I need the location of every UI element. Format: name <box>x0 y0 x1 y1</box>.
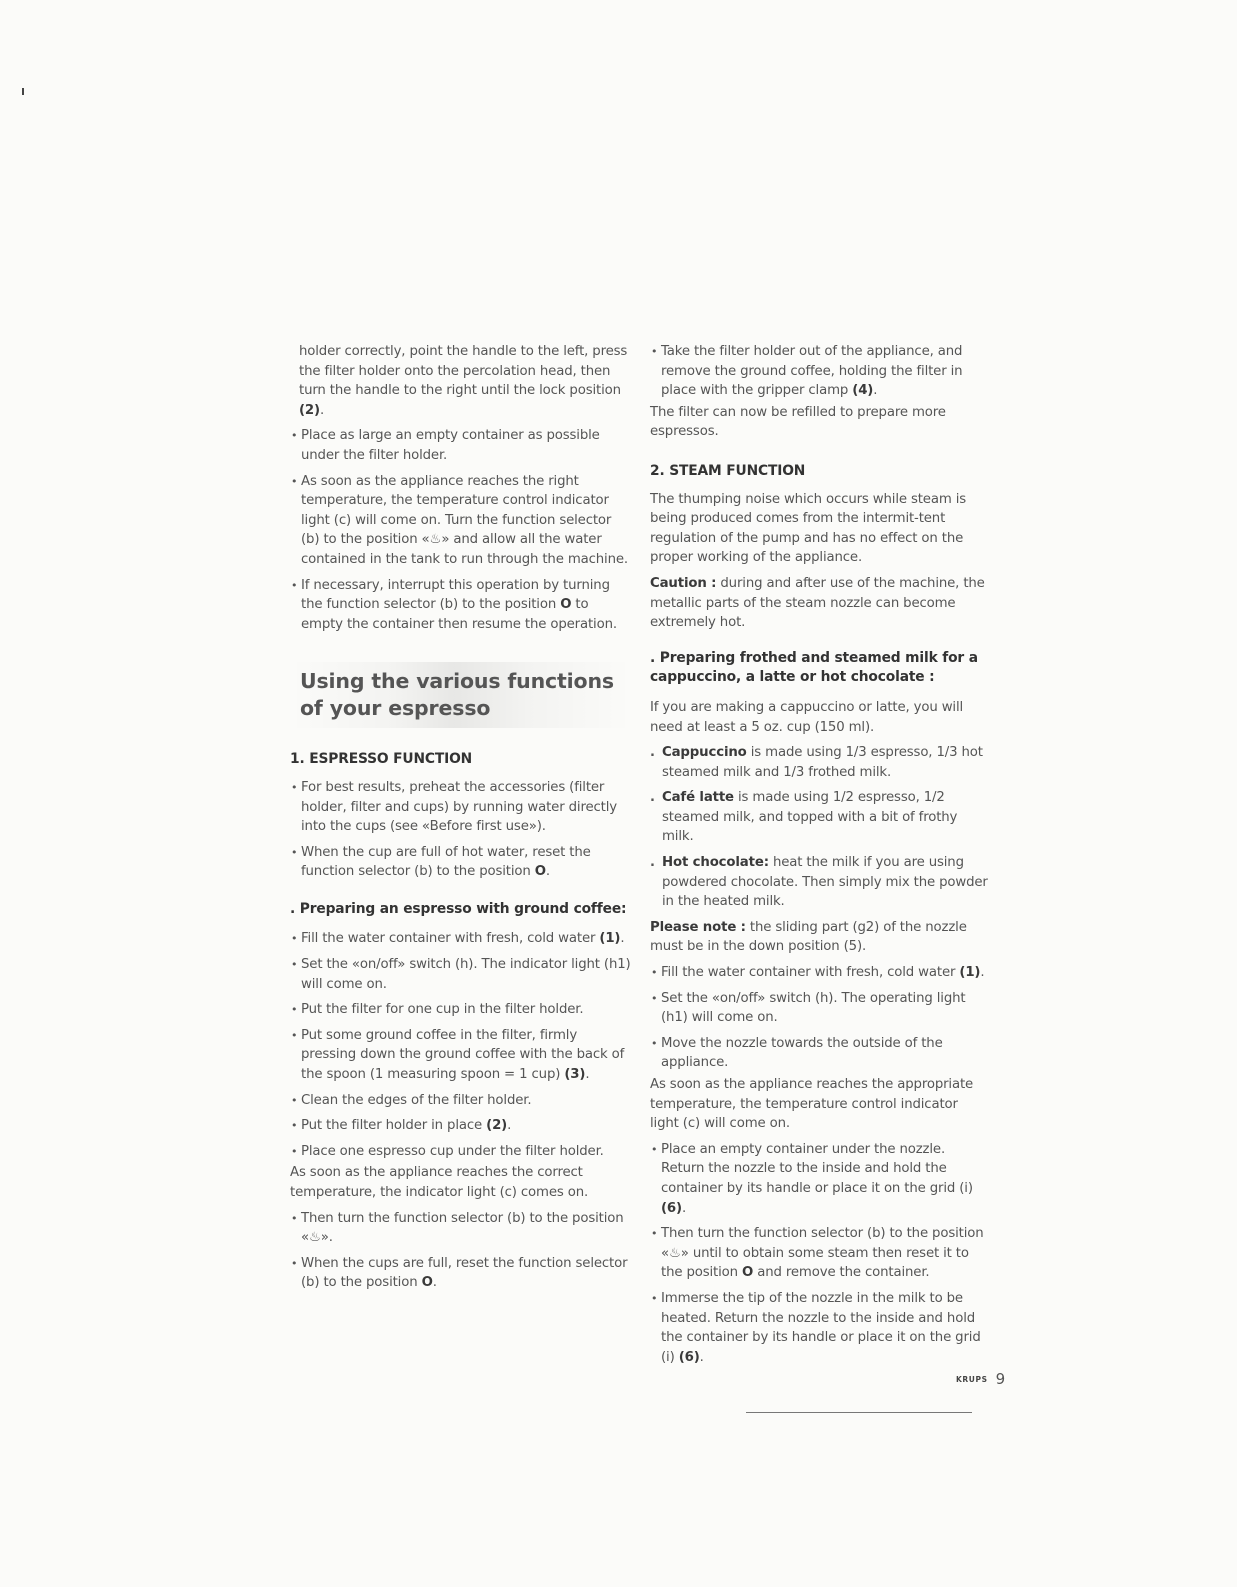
note-paragraph: Please note : the sliding part (g2) of the nozzle must be in the down position (5). <box>650 919 967 955</box>
bullet-icon: • <box>291 1003 298 1017</box>
list-item: • When the cups are full, reset the function selector (b) to the position O. <box>291 1255 628 1291</box>
list-item: • Place an empty container under the nozzle. Return the nozzle to the inside and hold the container by its handle or place it on the grid (i) (6). <box>651 1141 973 1216</box>
list-item: • Immerse the tip of the nozzle in the milk to be heated. Return the nozzle to the inside and hold the container by its handle or place it on the grid (i) (6). <box>651 1290 981 1365</box>
list-item: • Then turn the function selector (b) to the position «♨». <box>291 1210 624 1246</box>
bullet-icon: • <box>651 1036 658 1050</box>
body-paragraph: The thumping noise which occurs while steam is being produced comes from the intermit-tent regulation of the pump and has no effect on the proper working of the appliance. <box>650 491 967 566</box>
footer-rule <box>746 1412 972 1413</box>
list-item: • Set the «on/off» switch (h). The operating light (h1) will come on. <box>651 990 966 1026</box>
bullet-icon: • <box>291 932 298 946</box>
list-item: • Move the nozzle towards the outside of the appliance. <box>651 1035 943 1071</box>
caution-paragraph: Caution : during and after use of the machine, the metallic parts of the steam nozzle can become extremely hot. <box>650 575 985 631</box>
bullet-icon: • <box>291 429 298 443</box>
right-column <box>650 342 990 1373</box>
page-number: 9 <box>995 1370 1006 1388</box>
list-item: . Café latte is made using 1/2 espresso, 1/2 steamed milk, and topped with a bit of frothy milk. <box>650 790 958 845</box>
intro-paragraph: holder correctly, point the handle to the left, press the filter holder onto the percolation head, then turn the handle to the right until the lock position (2). <box>299 344 628 418</box>
list-item: • Place one espresso cup under the filter holder. <box>290 1142 632 1162</box>
list-item: • Clean the edges of the filter holder. <box>290 1091 632 1111</box>
list-item: • Take the filter holder out of the appliance, and remove the ground coffee, holding the filter in place with the gripper clamp (4). <box>651 344 963 399</box>
espresso-function-heading: 1. ESPRESSO FUNCTION <box>290 751 473 768</box>
list-item: • Set the «on/off» switch (h). The indicator light (h1) will come on. <box>291 957 631 992</box>
bullet-icon: • <box>291 578 298 592</box>
bullet-icon: • <box>651 345 658 358</box>
left-column <box>290 342 632 1299</box>
steam-function-heading: 2. STEAM FUNCTION <box>650 462 806 479</box>
list-item: . Hot chocolate: heat the milk if you are using powdered chocolate. Then simply mix the powder in the heated milk. <box>650 855 988 910</box>
bullet-icon: • <box>291 958 298 972</box>
bullet-icon: • <box>291 1093 298 1107</box>
bullet-icon: • <box>291 474 298 488</box>
dot-marker: . <box>650 745 655 761</box>
brand-name: KRUPS <box>956 1375 988 1384</box>
body-paragraph: The filter can now be refilled to prepare more espressos. <box>650 404 946 440</box>
list-item: • Place as large an empty container as possible under the filter holder. <box>291 428 600 463</box>
list-item: • If necessary, interrupt this operation by turning the function selector (b) to the position O to empty the container then resume the operation. <box>291 577 617 632</box>
bullet-icon: • <box>291 845 298 859</box>
dot-marker: . <box>650 855 655 871</box>
list-item: • For best results, preheat the accessories (filter holder, filter and cups) by running water directly into the cups (see «Before first use»). <box>291 779 617 835</box>
body-paragraph: If you are making a cappuccino or latte, you will need at least a 5 oz. cup (150 ml). <box>650 699 964 735</box>
ground-coffee-heading: . Preparing an espresso with ground coffee: <box>290 900 627 917</box>
list-item: . Cappuccino is made using 1/3 espresso, 1/3 hot steamed milk and 1/3 frothed milk. <box>650 745 983 780</box>
bullet-icon: • <box>651 1291 658 1305</box>
dot-marker: . <box>650 790 655 806</box>
bullet-icon: • <box>651 1142 658 1156</box>
bullet-icon: • <box>651 1227 658 1241</box>
list-item: • Then turn the function selector (b) to the position «♨» until to obtain some steam then reset it to the position O and remove the container. <box>651 1226 984 1281</box>
list-item: • As soon as the appliance reaches the right temperature, the temperature control indicator light (c) will come on. Turn the function selector (b) to the position «♨» and allow all the water contained in the tank to run through the machine. <box>291 473 628 567</box>
list-item: • Fill the water container with fresh, cold water (1). <box>290 929 632 949</box>
bullet-icon: • <box>291 1211 298 1225</box>
bullet-icon: • <box>291 1256 298 1270</box>
list-item: • Put the filter holder in place (2). <box>290 1116 632 1136</box>
scan-speck <box>22 88 24 95</box>
bullet-icon: • <box>291 1119 298 1133</box>
list-item: • Fill the water container with fresh, cold water (1). <box>650 963 990 983</box>
section-heading: Using the various functions of your espresso <box>290 662 632 728</box>
bullet-icon: • <box>291 780 298 794</box>
body-paragraph: As soon as the appliance reaches the appropriate temperature, the temperature control indicator light (c) will come on. <box>650 1077 974 1132</box>
bullet-icon: • <box>291 1144 298 1158</box>
list-item: • When the cup are full of hot water, reset the function selector (b) to the position O. <box>291 844 591 880</box>
frothed-milk-heading: . Preparing frothed and steamed milk for a cappuccino, a latte or hot chocolate : <box>650 649 978 686</box>
bullet-icon: • <box>291 1028 298 1042</box>
bullet-icon: • <box>651 966 658 980</box>
body-paragraph: As soon as the appliance reaches the correct temperature, the indicator light (c) comes on. <box>290 1165 589 1200</box>
list-item: • Put some ground coffee in the filter, firmly pressing down the ground coffee with the back of the spoon (1 measuring spoon = 1 cup) (3). <box>291 1027 625 1083</box>
page-footer <box>956 1369 1005 1388</box>
list-item: • Put the filter for one cup in the filter holder. <box>290 1000 632 1020</box>
bullet-icon: • <box>651 991 658 1005</box>
